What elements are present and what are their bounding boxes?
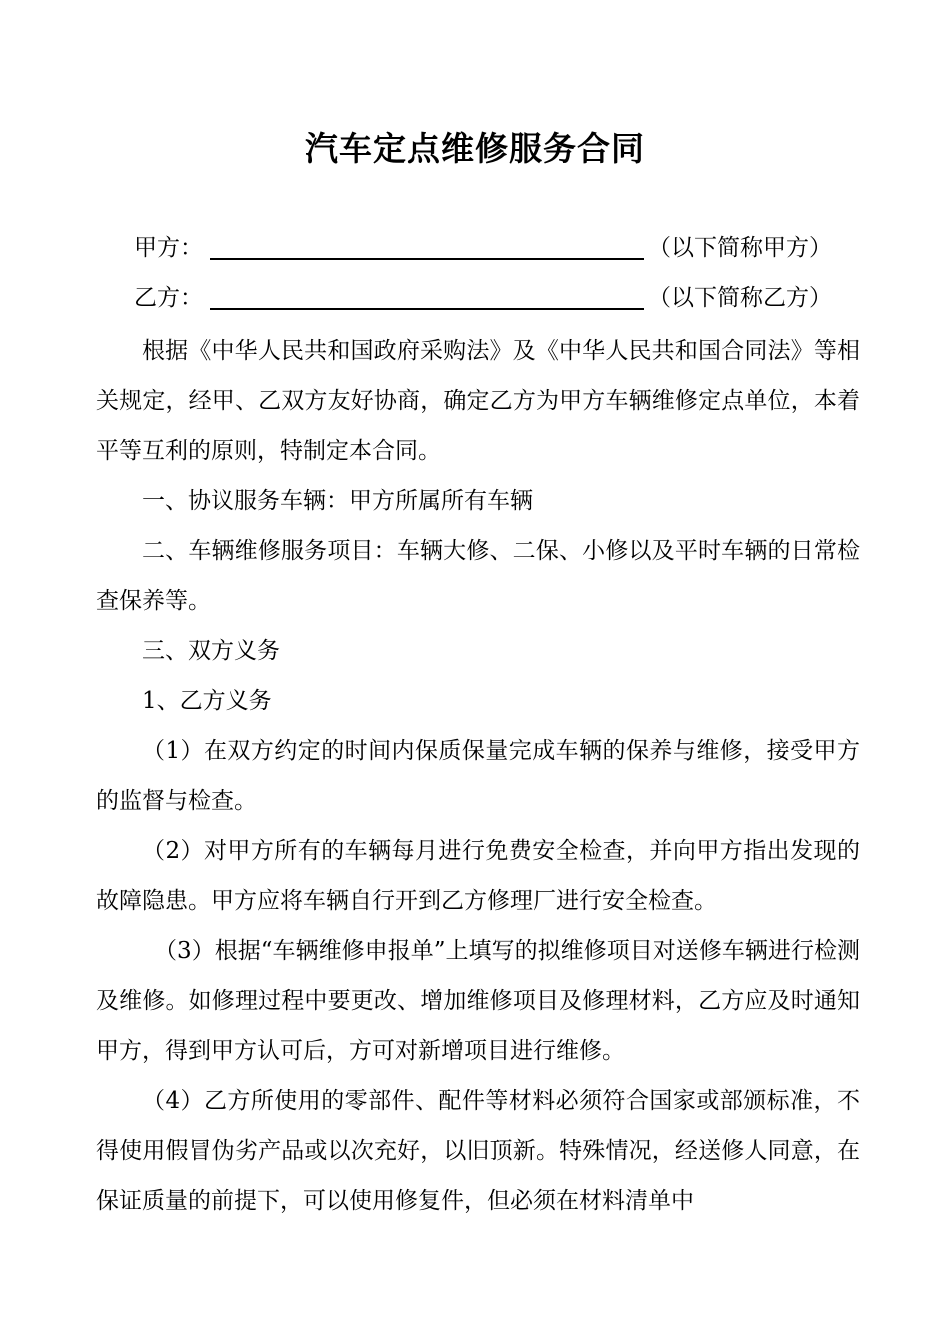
contract-body bbox=[96, 326, 860, 1226]
paragraph-preamble: 根据《中华人民共和国政府采购法》及《中华人民共和国合同法》等相关规定，经甲、乙双方友好协商，确定乙方为甲方车辆维修定点单位，本着平等互利的原则，特制定本合同。 bbox=[96, 338, 860, 464]
party-a-blank bbox=[210, 258, 644, 260]
paragraph-duty-2: （2）对甲方所有的车辆每月进行免费安全检查，并向甲方指出发现的故障隐患。甲方应将车辆自行开到乙方修理厂进行安全检查。 bbox=[96, 838, 860, 914]
party-b-blank bbox=[210, 308, 644, 310]
party-b-label: 乙方： bbox=[134, 285, 203, 311]
paragraph-duty-4: （4）乙方所使用的零部件、配件等材料必须符合国家或部颁标准，不得使用假冒伪劣产品或以次充好，以旧顶新。特殊情况，经送修人同意，在保证质量的前提下，可以使用修复件，但必须在材料清单中 bbox=[96, 1088, 860, 1214]
paragraph-clause-3-heading: 三、双方义务 bbox=[142, 638, 280, 664]
party-a-note: （以下简称甲方） bbox=[648, 235, 832, 261]
paragraph-duty-1: （1）在双方约定的时间内保质保量完成车辆的保养与维修，接受甲方的监督与检查。 bbox=[96, 738, 860, 814]
paragraph-clause-1: 一、协议服务车辆：甲方所属所有车辆 bbox=[142, 488, 533, 514]
document-title: 汽车定点维修服务合同 bbox=[305, 129, 645, 168]
paragraph-party-b-duties-heading: 1、乙方义务 bbox=[142, 688, 272, 714]
party-a-label: 甲方： bbox=[134, 235, 203, 261]
paragraph-duty-3: （3）根据“车辆维修申报单”上填写的拟维修项目对送修车辆进行检测及维修。如修理过程中要更改、增加维修项目及修理材料，乙方应及时通知甲方，得到甲方认可后，方可对新增项目进行维修。 bbox=[96, 938, 860, 1064]
paragraph-clause-2: 二、车辆维修服务项目：车辆大修、二保、小修以及平时车辆的日常检查保养等。 bbox=[96, 538, 860, 614]
party-b-note: （以下简称乙方） bbox=[648, 285, 832, 311]
